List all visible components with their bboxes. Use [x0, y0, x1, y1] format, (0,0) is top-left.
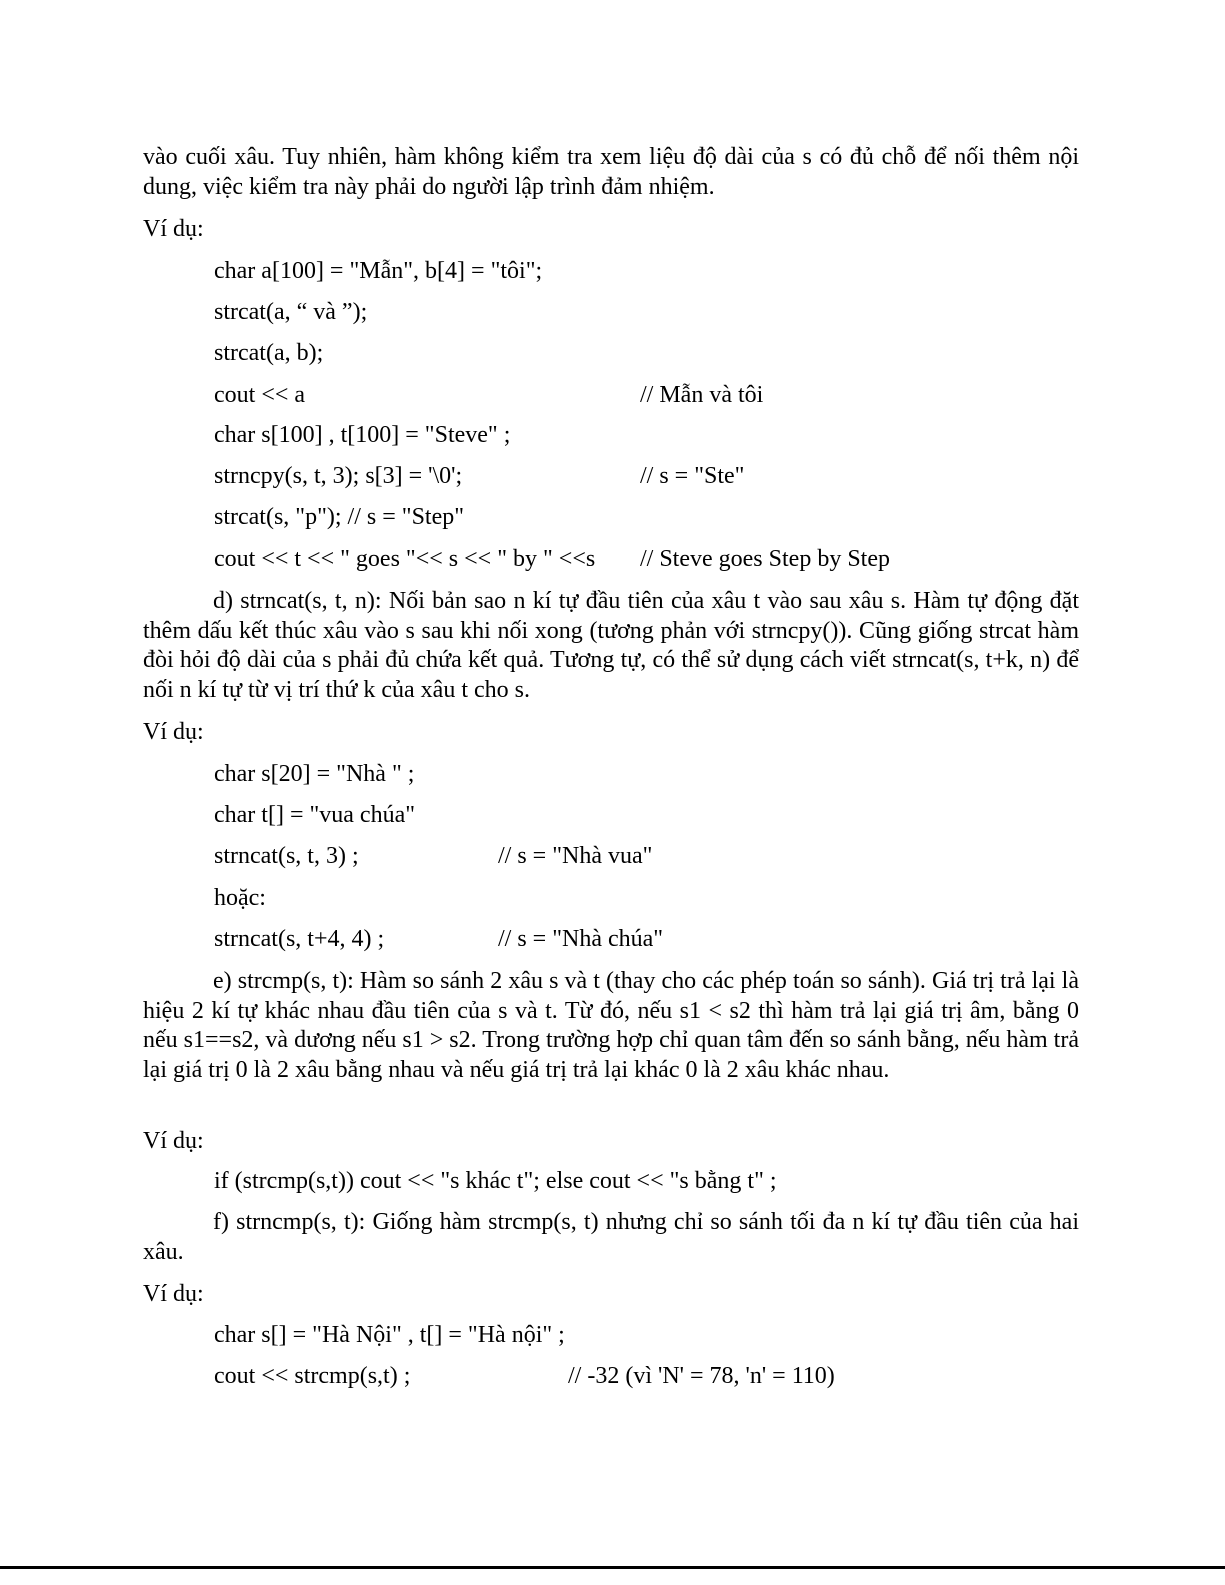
code-line: strcat(a, “ và ”); — [214, 299, 368, 325]
code-line: char s[20] = "Nhà " ; — [214, 761, 415, 787]
code-line: char t[] = "vua chúa" — [214, 802, 416, 828]
code-line: cout << strcmp(s,t) ; — [214, 1363, 411, 1389]
code-line: strcat(a, b); — [214, 340, 324, 366]
code-line: hoặc: — [214, 885, 266, 911]
code-line: cout << a — [214, 382, 306, 408]
page-bottom-border — [0, 1566, 1225, 1569]
code-line: strcat(s, "p"); // s = "Step" — [214, 504, 465, 530]
paragraph-strncat — [143, 587, 1079, 705]
example-label: Ví dụ: — [143, 719, 204, 745]
code-comment: // s = "Nhà vua" — [498, 843, 653, 869]
code-line: cout << t << " goes "<< s << " by " <<s — [214, 546, 596, 572]
code-line: char s[] = "Hà Nội" , t[] = "Hà nội" ; — [214, 1322, 565, 1348]
code-comment: // Mẫn và tôi — [640, 382, 764, 408]
paragraph-strcat-continuation: vào cuối xâu. Tuy nhiên, hàm không kiểm tra xem liệu độ dài của s có đủ chỗ để nối thêm nội dung, việc kiểm tra này phải do người lập trình đảm nhiệm. — [143, 144, 1079, 200]
paragraph-strcmp-text: e) strcmp(s, t): Hàm so sánh 2 xâu s và t (thay cho các phép toán so sánh). Giá trị trả lại là hiệu 2 kí tự khác nhau đầu tiên của s và t. Từ đó, nếu s1 < s2 thì hàm trả lại giá trị âm, bằng 0 nếu s1==s2, và dương nếu s1 > s2. Trong trường hợp chỉ quan tâm đến so sánh bằng, nếu hàm trả lại giá trị 0 là 2 xâu bằng nhau và nếu giá trị trả lại khác 0 là 2 xâu khác nhau. — [143, 968, 1079, 1083]
paragraph-strncat-text: d) strncat(s, t, n): Nối bản sao n kí tự đầu tiên của xâu t vào sau xâu s. Hàm tự động đặt thêm dấu kết thúc xâu vào s sau khi nối xong (tương phản với strncpy()). Cũng giống strcat hàm đòi hỏi độ dài của s phải đủ chứa kết quả. Tương tự, có thể sử dụng cách viết strncat(s, t+k, n) để nối n kí tự từ vị trí thứ k của xâu t cho s. — [143, 588, 1079, 703]
code-comment: // s = "Nhà chúa" — [498, 926, 664, 952]
example-label: Ví dụ: — [143, 216, 204, 242]
code-comment: // Steve goes Step by Step — [640, 546, 890, 572]
example-label: Ví dụ: — [143, 1128, 204, 1154]
code-line: strncat(s, t, 3) ; — [214, 843, 359, 869]
example-label: Ví dụ: — [143, 1281, 204, 1307]
code-line: char s[100] , t[100] = "Steve" ; — [214, 422, 511, 448]
paragraph-strncmp-text: f) strncmp(s, t): Giống hàm strcmp(s, t) nhưng chỉ so sánh tối đa n kí tự đầu tiên của hai xâu. — [143, 1209, 1079, 1265]
code-line: if (strcmp(s,t)) cout << "s khác t"; else cout << "s bằng t" ; — [214, 1168, 777, 1194]
code-line: strncat(s, t+4, 4) ; — [214, 926, 385, 952]
paragraph-strcmp — [143, 967, 1079, 1085]
code-line: strncpy(s, t, 3); s[3] = '\0'; — [214, 463, 463, 489]
code-comment: // s = "Ste" — [640, 463, 745, 489]
code-comment: // -32 (vì 'N' = 78, 'n' = 110) — [568, 1363, 835, 1389]
code-line: char a[100] = "Mẫn", b[4] = "tôi"; — [214, 258, 543, 284]
paragraph-strncmp — [143, 1208, 1079, 1267]
